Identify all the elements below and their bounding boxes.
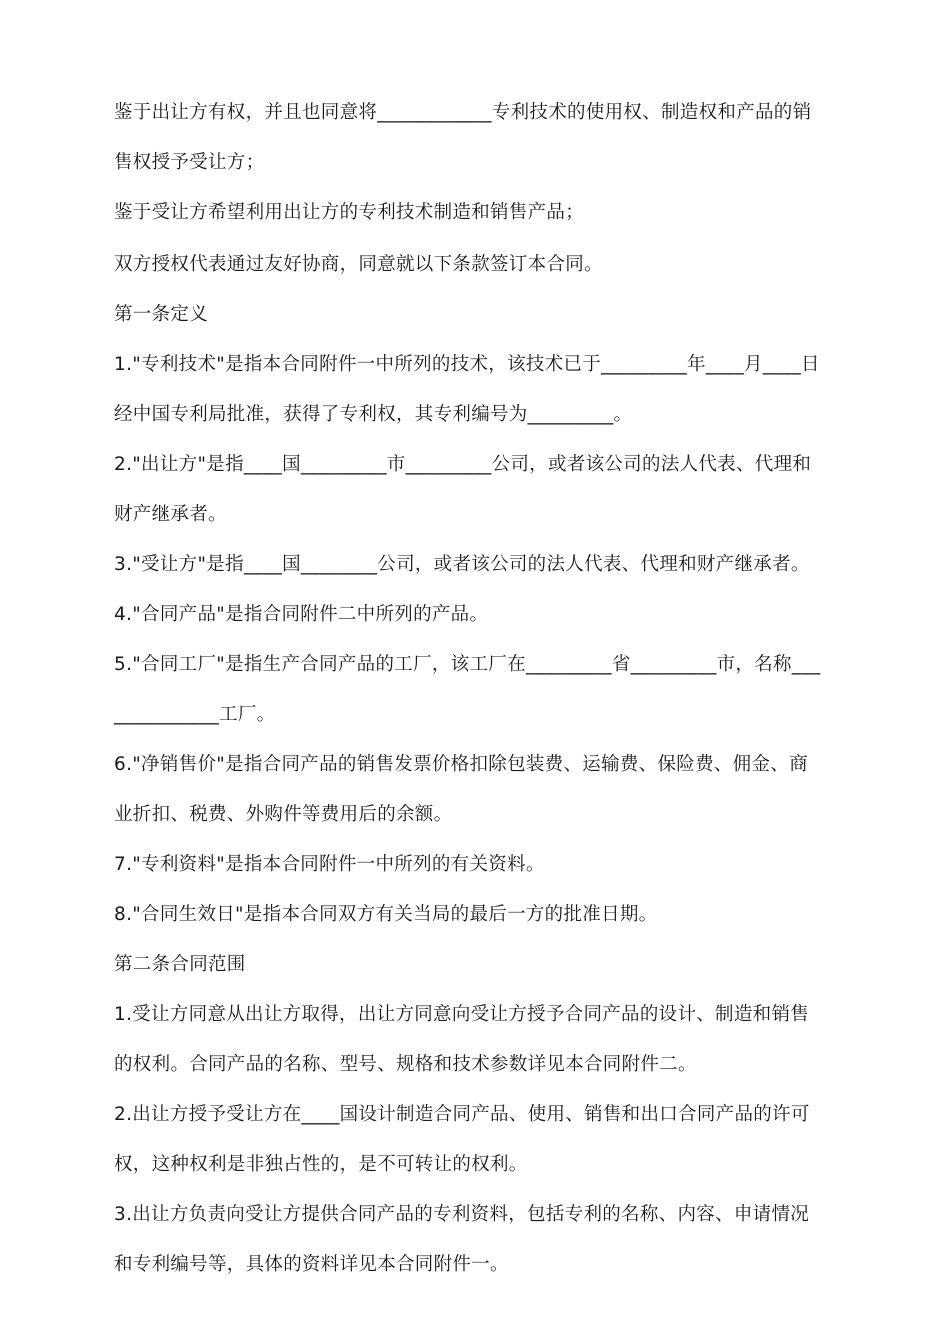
text-line: 1.受让方同意从出让方取得，出让方同意向受让方授予合同产品的设计、制造和销售 (114, 1004, 810, 1025)
text-line: 双方授权代表通过友好协商，同意就以下条款签订本合同。 (114, 254, 603, 275)
text-line: 鉴于受让方希望利用出让方的专利技术制造和销售产品； (114, 202, 585, 223)
text-line: 2.出让方授予受让方在____国设计制造合同产品、使用、销售和出口合同产品的许可 (114, 1104, 810, 1125)
text-line: 财产继承者。 (114, 504, 227, 525)
text-line: 和专利编号等，具体的资料详见本合同附件一。 (114, 1254, 509, 1275)
text-line: 4."合同产品"是指合同附件二中所列的产品。 (114, 604, 489, 625)
text-line: 权，这种权利是非独占性的，是不可转让的权利。 (114, 1154, 528, 1175)
text-line: 经中国专利局批准，获得了专利权，其专利编号为_________。 (114, 404, 633, 425)
text-line: 3.出让方负责向受让方提供合同产品的专利资料，包括专利的名称、内容、申请情况 (114, 1204, 810, 1225)
text-line: 的权利。合同产品的名称、型号、规格和技术参数详见本合同附件二。 (114, 1054, 697, 1075)
text-line: 3."受让方"是指____国________公司，或者该公司的法人代表、代理和财产继承者。 (114, 554, 810, 575)
section-heading: 第二条合同范围 (114, 954, 246, 975)
text-line: 业折扣、税费、外购件等费用后的余额。 (114, 804, 453, 825)
section-heading: 第一条定义 (114, 304, 209, 325)
text-line: 鉴于出让方有权，并且也同意将____________专利技术的使用权、制造权和产品的销 (114, 102, 812, 123)
text-line: 6."净销售价"是指合同产品的销售发票价格扣除包装费、运输费、保险费、佣金、商 (114, 754, 808, 775)
text-line: 1."专利技术"是指本合同附件一中所列的技术，该技术已于_________年____月____日 (114, 354, 820, 375)
text-line: 售权授予受让方； (114, 152, 265, 173)
text-line: ___________工厂。 (114, 704, 276, 725)
text-line: 8."合同生效日"是指本合同双方有关当局的最后一方的批准日期。 (114, 904, 658, 925)
text-line: 7."专利资料"是指本合同附件一中所列的有关资料。 (114, 854, 545, 875)
text-line: 2."出让方"是指____国_________市_________公司，或者该公司的法人代表、代理和 (114, 454, 812, 475)
text-line: 5."合同工厂"是指生产合同产品的工厂，该工厂在_________省_________市，名称___ (114, 654, 821, 675)
